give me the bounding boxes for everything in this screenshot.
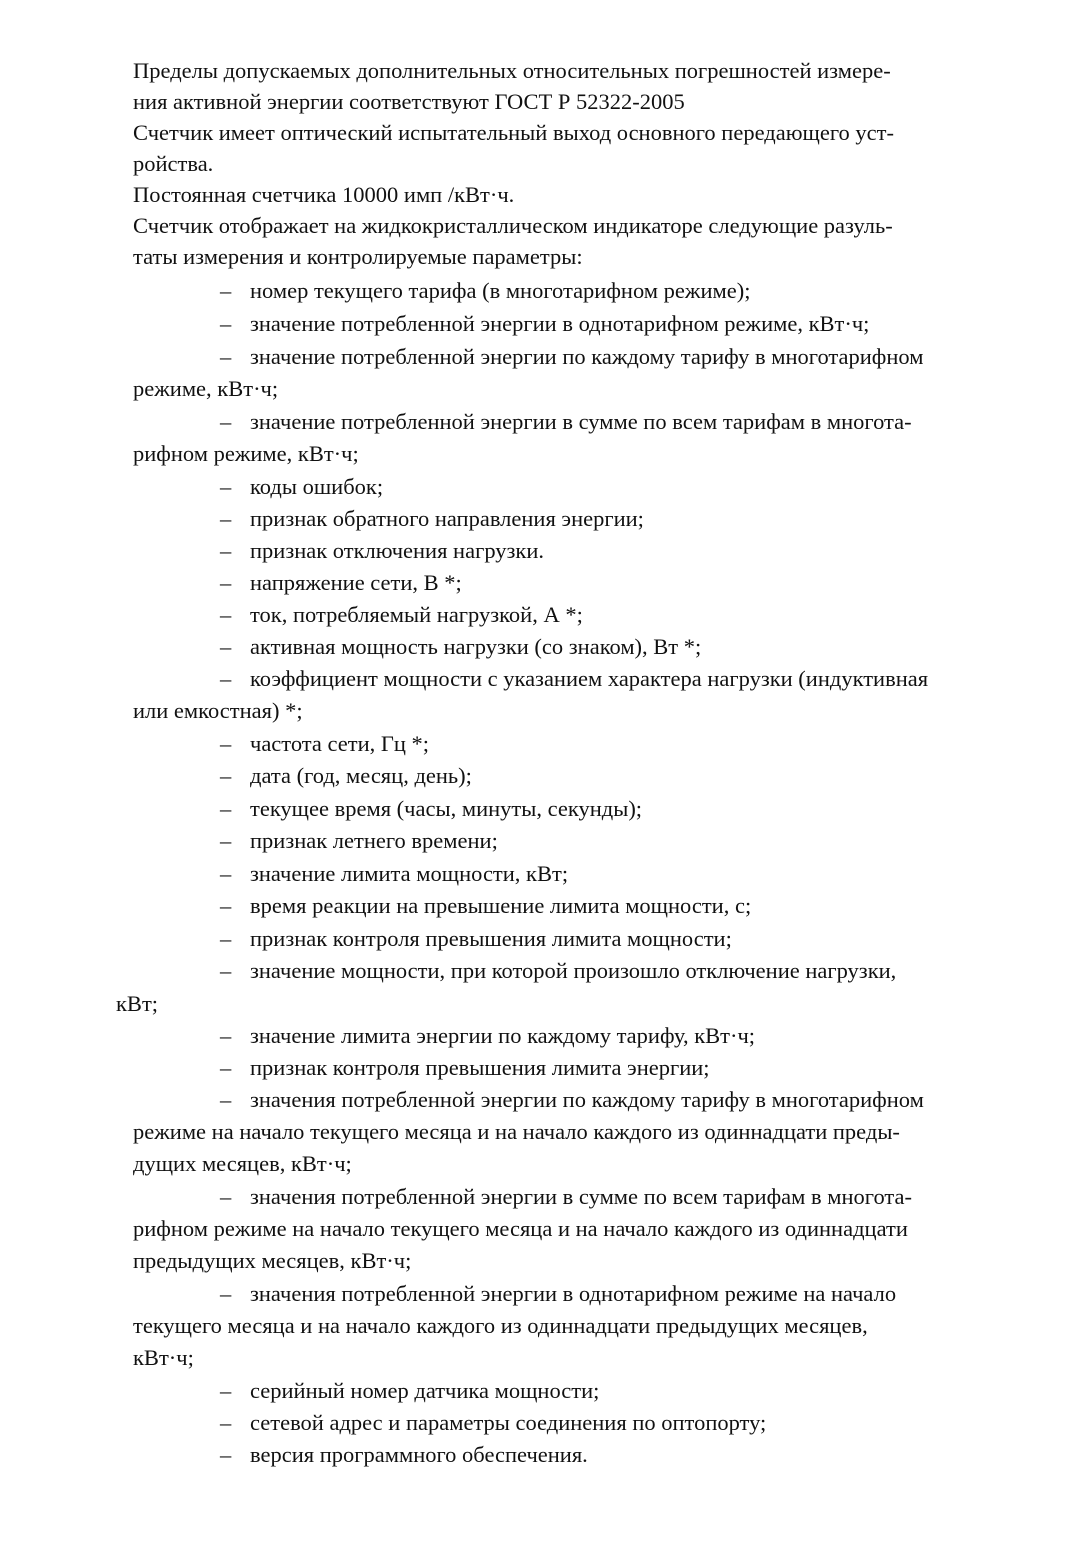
list-dash: – — [220, 731, 232, 756]
paragraph-line: Счетчик отображает на жидкокристаллическом индикаторе следующие разуль- — [133, 213, 893, 238]
list-item: – частота сети, Гц *; — [220, 729, 429, 759]
list-dash: – — [220, 666, 232, 691]
list-item-continuation: рифном режиме на начало текущего месяца и на начало каждого из одиннадцати — [133, 1216, 908, 1241]
list-item-continuation: или емкостная) *; — [133, 698, 303, 723]
list-item: – значения потребленной энергии в сумме по всем тарифам в многота- — [220, 1182, 912, 1212]
list-item: – коэффициент мощности с указанием характера нагрузки (индуктивная — [220, 664, 928, 694]
list-item-continuation: кВт·ч; — [133, 1345, 194, 1370]
list-dash: – — [220, 763, 232, 788]
list-item: – значение потребленной энергии в сумме по всем тарифам в многота- — [220, 407, 912, 437]
list-dash: – — [220, 1378, 232, 1403]
list-item-continuation: текущего месяца и на начало каждого из одиннадцати предыдущих месяцев, — [133, 1313, 868, 1338]
list-dash: – — [220, 958, 232, 983]
list-item: – значения потребленной энергии в однотарифном режиме на начало — [220, 1279, 896, 1309]
list-item: – признак летнего времени; — [220, 826, 498, 856]
list-item: – признак обратного направления энергии; — [220, 504, 644, 534]
list-item: – значение лимита мощности, кВт; — [220, 859, 568, 889]
list-dash: – — [220, 1281, 232, 1306]
list-dash: – — [220, 278, 232, 303]
list-dash: – — [220, 570, 232, 595]
list-item: – значение лимита энергии по каждому тарифу, кВт·ч; — [220, 1021, 755, 1051]
paragraph-line: Постоянная счетчика 10000 имп /кВт·ч. — [133, 182, 515, 207]
list-item: – версия программного обеспечения. — [220, 1440, 588, 1470]
list-item: – признак отключения нагрузки. — [220, 536, 544, 566]
list-dash: – — [220, 861, 232, 886]
list-item: – значения потребленной энергии по каждому тарифу в многотарифном — [220, 1085, 924, 1115]
paragraph-line: ния активной энергии соответствуют ГОСТ Р 52322-2005 — [133, 89, 685, 114]
list-item-continuation: режиме, кВт·ч; — [133, 376, 279, 401]
list-dash: – — [220, 796, 232, 821]
list-item: – значение мощности, при которой произошло отключение нагрузки, — [220, 956, 896, 986]
list-dash: – — [220, 1442, 232, 1467]
list-item: – значение потребленной энергии в однотарифном режиме, кВт·ч; — [220, 309, 869, 339]
list-item: – ток, потребляемый нагрузкой, А *; — [220, 600, 583, 630]
list-item: – коды ошибок; — [220, 472, 383, 502]
paragraph-line: ройства. — [133, 151, 214, 176]
list-dash: – — [220, 926, 232, 951]
list-item: – время реакции на превышение лимита мощности, с; — [220, 891, 751, 921]
list-item-continuation: кВт; — [116, 991, 159, 1016]
list-dash: – — [220, 1055, 232, 1080]
list-item-continuation: рифном режиме, кВт·ч; — [133, 441, 359, 466]
list-item: – дата (год, месяц, день); — [220, 761, 472, 791]
list-item: – активная мощность нагрузки (со знаком), Вт *; — [220, 632, 701, 662]
list-dash: – — [220, 893, 232, 918]
paragraph-line: Счетчик имеет оптический испытательный выход основного передающего уст- — [133, 120, 894, 145]
list-item: – номер текущего тарифа (в многотарифном режиме); — [220, 276, 750, 306]
list-dash: – — [220, 634, 232, 659]
list-dash: – — [220, 474, 232, 499]
list-item: – сетевой адрес и параметры соединения по оптопорту; — [220, 1408, 766, 1438]
list-item-continuation: режиме на начало текущего месяца и на начало каждого из одиннадцати преды- — [133, 1119, 900, 1144]
list-item: – серийный номер датчика мощности; — [220, 1376, 599, 1406]
list-dash: – — [220, 344, 232, 369]
list-item: – признак контроля превышения лимита энергии; — [220, 1053, 710, 1083]
list-dash: – — [220, 538, 232, 563]
list-dash: – — [220, 506, 232, 531]
paragraph-line: Пределы допускаемых дополнительных относительных погрешностей измере- — [133, 58, 891, 83]
list-dash: – — [220, 409, 232, 434]
list-item: – текущее время (часы, минуты, секунды); — [220, 794, 642, 824]
paragraph-line: таты измерения и контролируемые параметры: — [133, 244, 583, 269]
list-dash: – — [220, 311, 232, 336]
list-item: – напряжение сети, В *; — [220, 568, 462, 598]
list-item-continuation: предыдущих месяцев, кВт·ч; — [133, 1248, 412, 1273]
list-dash: – — [220, 828, 232, 853]
list-item-continuation: дущих месяцев, кВт·ч; — [133, 1151, 352, 1176]
list-dash: – — [220, 602, 232, 627]
list-dash: – — [220, 1410, 232, 1435]
list-dash: – — [220, 1184, 232, 1209]
list-dash: – — [220, 1087, 232, 1112]
list-dash: – — [220, 1023, 232, 1048]
list-item: – значение потребленной энергии по каждому тарифу в многотарифном — [220, 342, 923, 372]
list-item: – признак контроля превышения лимита мощности; — [220, 924, 732, 954]
